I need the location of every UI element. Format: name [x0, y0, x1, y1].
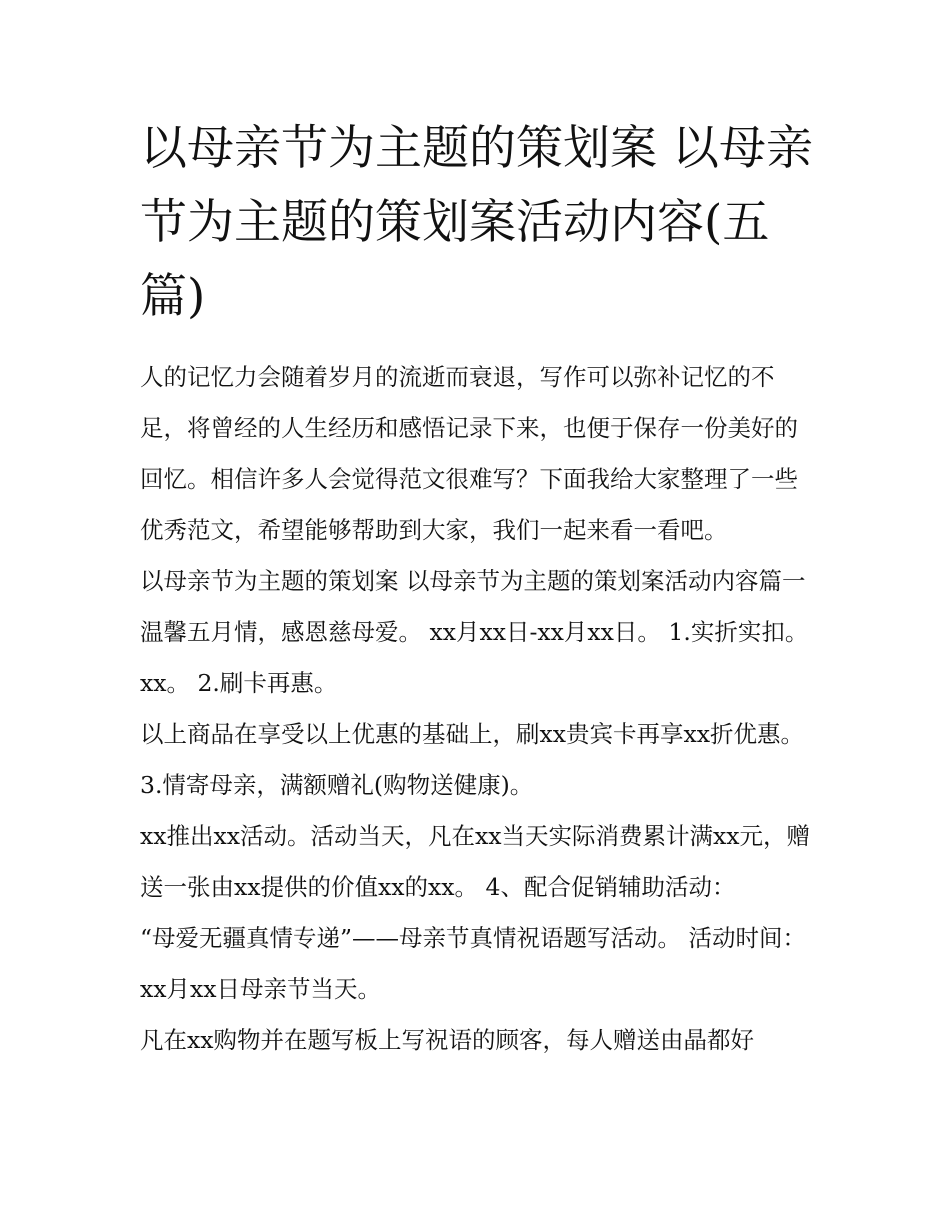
paragraph-discount: 以上商品在享受以上优惠的基础上，刷xx贵宾卡再享xx折优惠。 3.情寄母亲，满额赠礼(购物送健康)。: [140, 720, 805, 799]
document-title: 以母亲节为主题的策划案 以母亲节为主题的策划案活动内容(五篇): [140, 121, 813, 324]
paragraph-gift-rule: 凡在xx购物并在题写板上写祝语的顾客，每人赠送由晶都好: [140, 1026, 755, 1054]
paragraph-blessing-activity: “母爱无疆真情专递”——母亲节真情祝语题写活动。 活动时间：xx月xx日母亲节当天。: [140, 924, 806, 1003]
document-body: [140, 352, 820, 1066]
paragraph-intro: 人的记忆力会随着岁月的流逝而衰退，写作可以弥补记忆的不足，将曾经的人生经历和感悟记录下来，也便于保存一份美好的回忆。相信许多人会觉得范文很难写？下面我给大家整理了一些优秀范文，希望能够帮助到大家，我们一起来看一看吧。: [140, 363, 798, 544]
paragraph-gift-activity: xx推出xx活动。活动当天，凡在xx当天实际消费累计满xx元，赠送一张由xx提供的价值xx的xx。 4、配合促销辅助活动：: [140, 822, 811, 901]
paragraph-plan-one: 以母亲节为主题的策划案 以母亲节为主题的策划案活动内容篇一 温馨五月情，感恩慈母爱。 xx月xx日-xx月xx日。 1.实折实扣。 xx。 2.刷卡再惠。: [140, 567, 809, 697]
